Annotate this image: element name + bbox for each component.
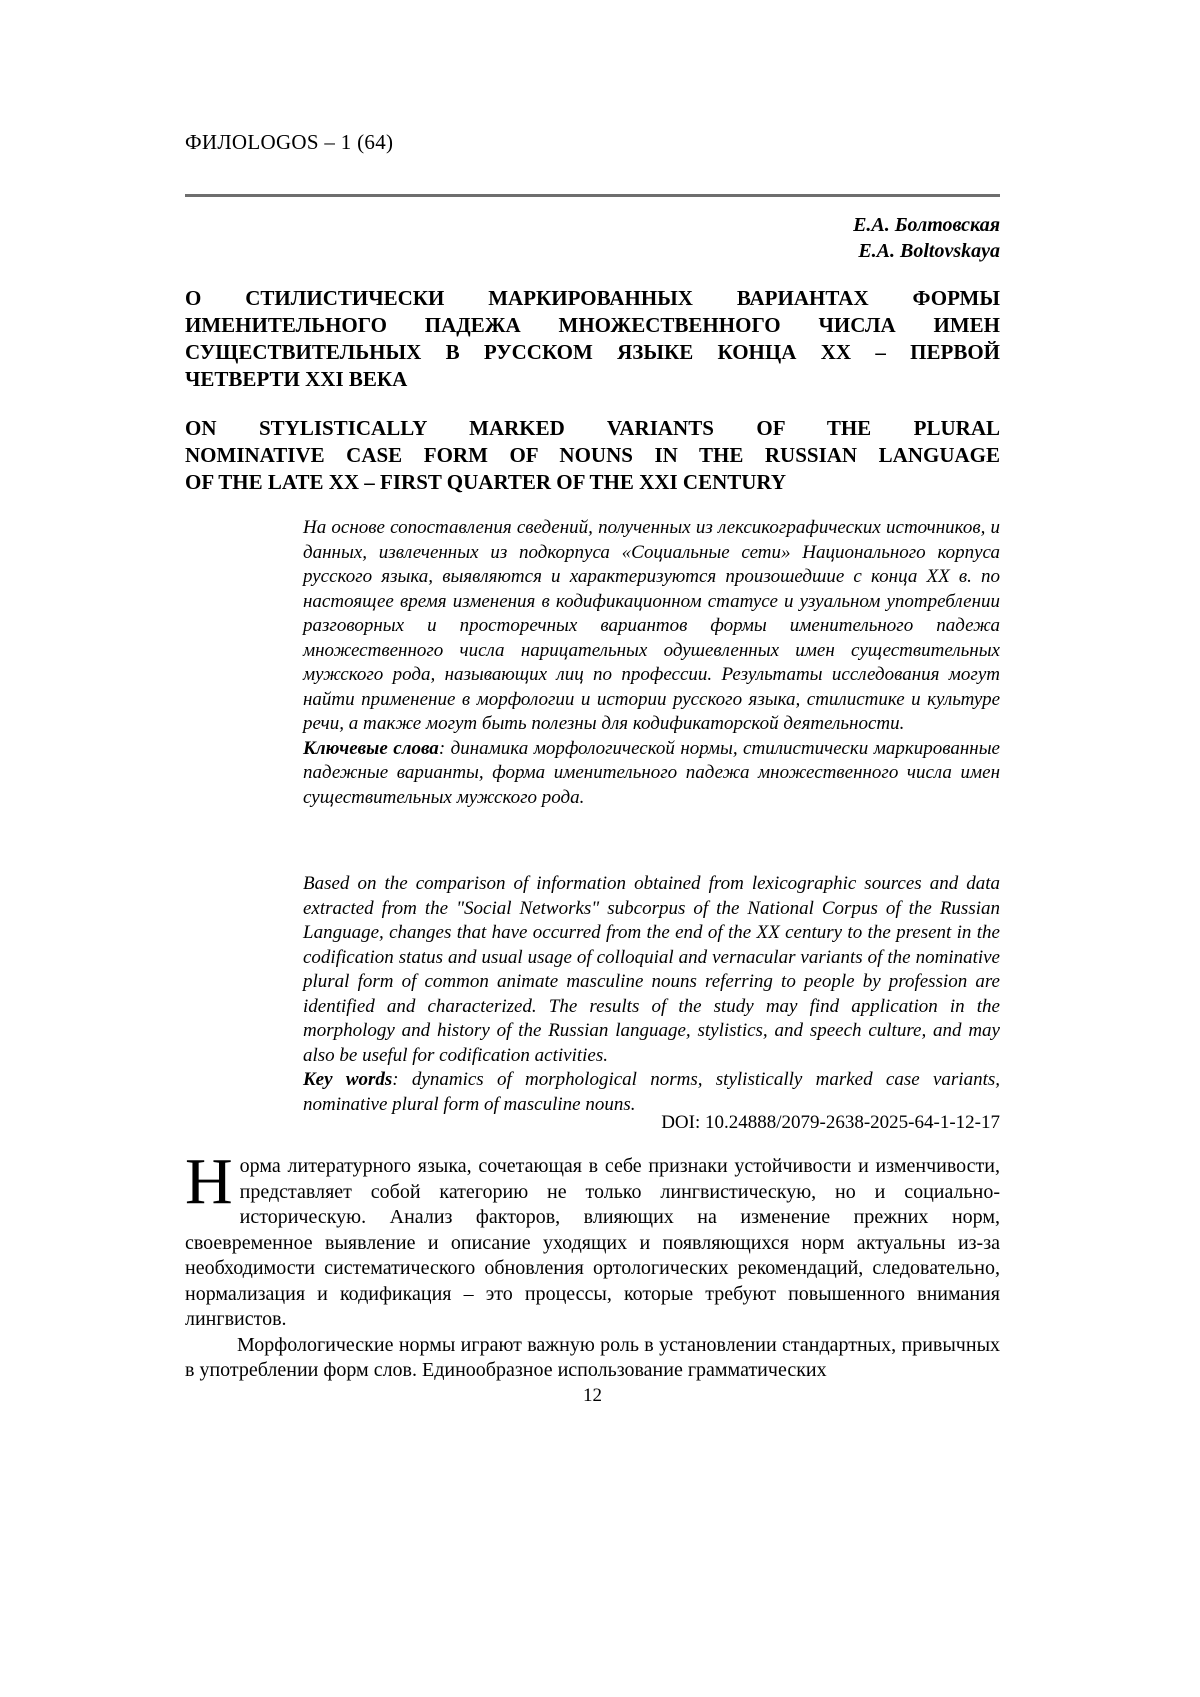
page-number: 12 (583, 1385, 602, 1406)
keywords-en-label: Key words (303, 1069, 393, 1090)
title-ru-line: ИМЕНИТЕЛЬНОГО ПАДЕЖА МНОЖЕСТВЕННОГО ЧИСЛА ИМЕН (185, 313, 1000, 337)
author-name-en: E.A. Boltovskaya (858, 240, 1000, 262)
keywords-en (303, 1068, 1000, 1117)
drop-cap: Н (185, 1145, 233, 1218)
article-title-russian (185, 285, 1000, 393)
title-ru-line: СУЩЕСТВИТЕЛЬНЫХ В РУССКОМ ЯЗЫКЕ КОНЦА ХХ – ПЕРВОЙ (185, 340, 1000, 364)
abstract-english (303, 872, 1000, 1117)
header-divider-rule (185, 194, 1000, 197)
title-en-line: OF THE LATE XX – FIRST QUARTER OF THE XXI CENTURY (185, 470, 787, 494)
doi: DOI: 10.24888/2079-2638-2025-64-1-12-17 (661, 1112, 1000, 1133)
author-block (185, 212, 1000, 264)
title-ru-line: О СТИЛИСТИЧЕСКИ МАРКИРОВАННЫХ ВАРИАНТАХ ФОРМЫ (185, 286, 1000, 310)
title-ru-line: ЧЕТВЕРТИ XXI ВЕКА (185, 367, 408, 391)
keywords-en-text: : dynamics of morphological norms, stylistically marked case variants, nominative plural form of masculine nouns. (303, 1069, 1000, 1115)
keywords-ru-text: : динамика морфологической нормы, стилистически маркированные падежные варианты, форма именительного падежа множественного числа имен существительных мужского рода. (303, 737, 1000, 808)
abstract-en-text: Based on the comparison of information obtained from lexicographic sources and data extracted from the "Social Networks" subcorpus of the National Corpus of the Russian Language, changes that have occurred from the end of the XX century to the present in the codification status and usual usage of colloquial and vernacular variants of the nominative plural form of common animate masculine nouns referring to people by profession are identified and characterized. The results of the study may find application in the morphology and history of the Russian language, stylistics, and speech culture, and may also be useful for codification activities. (303, 873, 1000, 1066)
keywords-ru-label: Ключевые слова (303, 737, 439, 759)
title-en-line: ON STYLISTICALLY MARKED VARIANTS OF THE PLURAL (185, 416, 1000, 440)
journal-header: ФИЛОLOGOS – 1 (64) (185, 130, 394, 154)
body-paragraph-1 (185, 1145, 1000, 1333)
body-paragraph-1-text: орма литературного языка, сочетающая в себе признаки устойчивости и изменчивости, представляет собой категорию не только лингвистическую, но и социально-историческую. Анализ факторов, влияющих на изменение прежних норм, своевременное выявление и описание уходящих и появляющихся норм актуальны из-за необходимости систематического обновления ортологических рекомендаций, следовательно, нормализация и кодификация – это процессы, которые требуют повышенного внимания лингвистов. (185, 1155, 1000, 1330)
author-name-ru: Е.А. Болтовская (853, 214, 1000, 236)
title-en-line: NOMINATIVE CASE FORM OF NOUNS IN THE RUSSIAN LANGUAGE (185, 443, 1000, 467)
body-paragraph-2: Морфологические нормы играют важную роль в установлении стандартных, привычных в употреблении форм слов. Единообразное использование грамматических (185, 1333, 1000, 1381)
abstract-ru-text: На основе сопоставления сведений, полученных из лексикографических источников, и данных, извлеченных из подкорпуса «Социальные сети» Национального корпуса русского языка, выявляются и характеризуются произошедшие с конца ХХ в. по настоящее время изменения в кодификационном статусе и узуальном употреблении разговорных и просторечных вариантов формы именительного падежа множественного числа нарицательных одушевленных имен существительных мужского рода, называющих лиц по профессии. Результаты исследования могут найти применение в морфологии и истории русского языка, стилистике и культуре речи, а также могут быть полезны для кодификаторской деятельности. (303, 517, 1000, 734)
keywords-ru (303, 737, 1000, 811)
article-title-english (185, 415, 1000, 496)
article-body (185, 1145, 1000, 1384)
abstract-russian (303, 516, 1000, 810)
